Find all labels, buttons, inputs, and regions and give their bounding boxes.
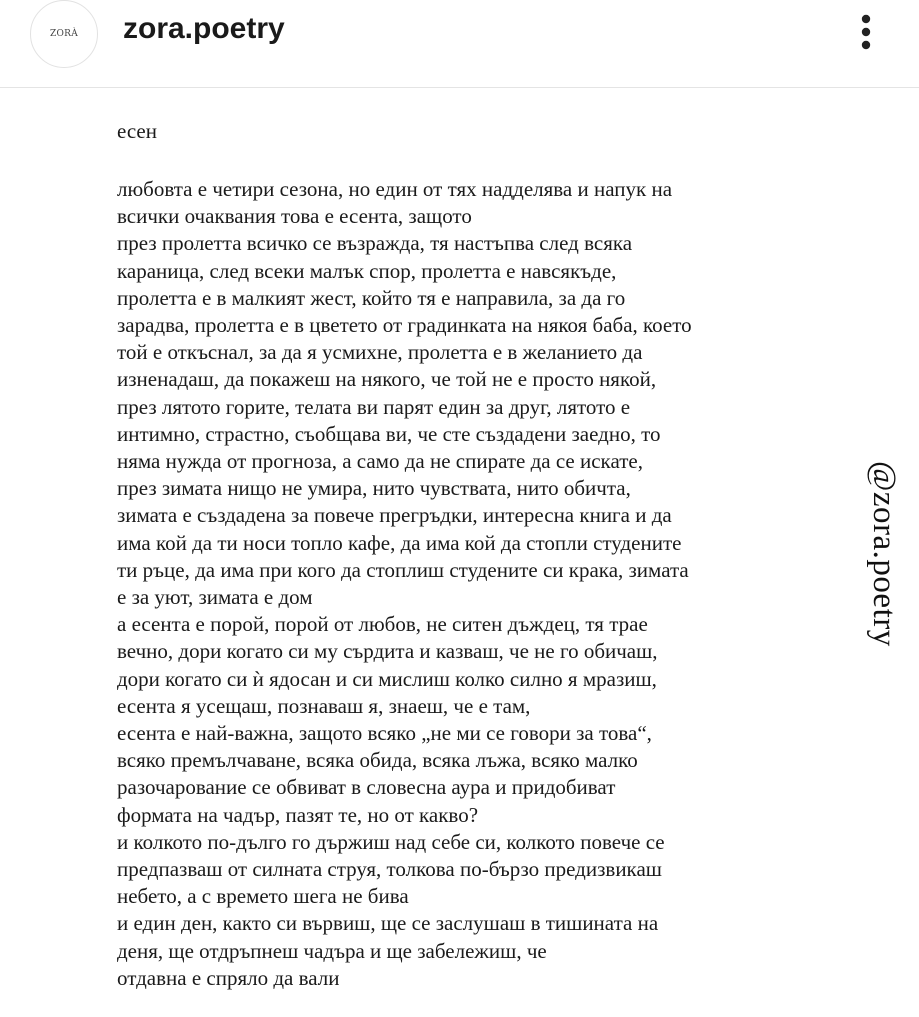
poem-line: всяко премълчаване, всяка обида, всяка лъжа, всяко малко (117, 748, 638, 773)
poem-line: изненадаш, да покажеш на някого, че той не е просто някой, (117, 367, 657, 392)
poem-line: небето, а с времето шега не бива (117, 884, 409, 909)
poem-line: той е откъснал, за да я усмихне, пролетта е в желанието да (117, 340, 643, 365)
poem-line: пролетта е в малкият жест, който тя е направила, за да го (117, 285, 626, 310)
poem-line: формата на чадър, пазят те, но от какво? (117, 802, 479, 827)
poem-line: а есента е порой, порой от любов, не ситен дъждец, тя трае (117, 612, 648, 637)
poem-line: ти ръце, да има при кого да стоплиш студените си крака, зимата (117, 557, 689, 582)
poem-line: отдавна е спряло да вали (117, 965, 340, 990)
poem-line: и един ден, както си вървиш, ще се заслушаш в тишината на (117, 911, 659, 936)
post-header (0, 0, 919, 88)
post-image[interactable] (0, 89, 919, 1017)
more-vertical-icon (861, 14, 871, 50)
poem-title: есен (117, 119, 157, 143)
poem-line: любовта е четири сезона, но един от тях надделява и напук на (117, 177, 673, 201)
poem-line: през лятото горите, телата ви парят един за друг, лятото е (117, 394, 631, 419)
poem-line: няма нужда от прогноза, а само да не спирате да се искате, (117, 449, 643, 474)
poem-line: е за уют, зимата е дом (117, 585, 313, 610)
username-link[interactable]: zora.poetry (123, 12, 285, 45)
poem-line: вечно, дори когато си му сърдита и казваш, че не го обичаш, (117, 639, 658, 664)
poem-line: предпазваш от силната струя, толкова по-бързо предизвикаш (117, 857, 662, 882)
poem-line: есента я усещаш, познаваш я, знаеш, че е там, (117, 693, 531, 718)
poem-line: и колкото по-дълго го държиш над себе си, колкото повече се (117, 829, 665, 854)
poem-line: всички очаквания това е есента, защото (117, 204, 472, 229)
poem-line: есента е най-важна, защото всяко „не ми се говори за това“, (117, 721, 652, 746)
poem-line: деня, ще отдръпнеш чадъра и ще забележиш, че (117, 938, 547, 963)
poem-line: караница, след всеки малък спор, пролетта е навсякъде, (117, 258, 617, 283)
poem-line: зимата е създадена за повече прегръдки, интересна книга и да (117, 503, 672, 528)
poem-line: през зимата нищо не умира, нито чувствата, нито обичта, (117, 476, 631, 501)
poem-line: разочарование се обвиват в словесна аура и придобиват (117, 775, 616, 800)
poem-body (117, 176, 837, 992)
poem-line: интимно, страстно, съобщава ви, че сте създадени заедно, то (117, 421, 661, 446)
avatar-logo-text: ZORÀ (49, 29, 79, 39)
poem-line: дори когато си ѝ ядосан и си мислиш колко силно я мразиш, (117, 666, 657, 691)
watermark-handle: @zora.poetry (866, 461, 902, 647)
poem-line: през пролетта всичко се възражда, тя настъпва след всяка (117, 231, 633, 256)
avatar[interactable] (30, 0, 98, 68)
poem-line: има кой да ти носи топло кафе, да има кой да стопли студените (117, 530, 682, 555)
poem-line: зарадва, пролетта е в цветето от градинката на някоя баба, което (117, 313, 692, 338)
more-options-button[interactable] (850, 12, 882, 52)
